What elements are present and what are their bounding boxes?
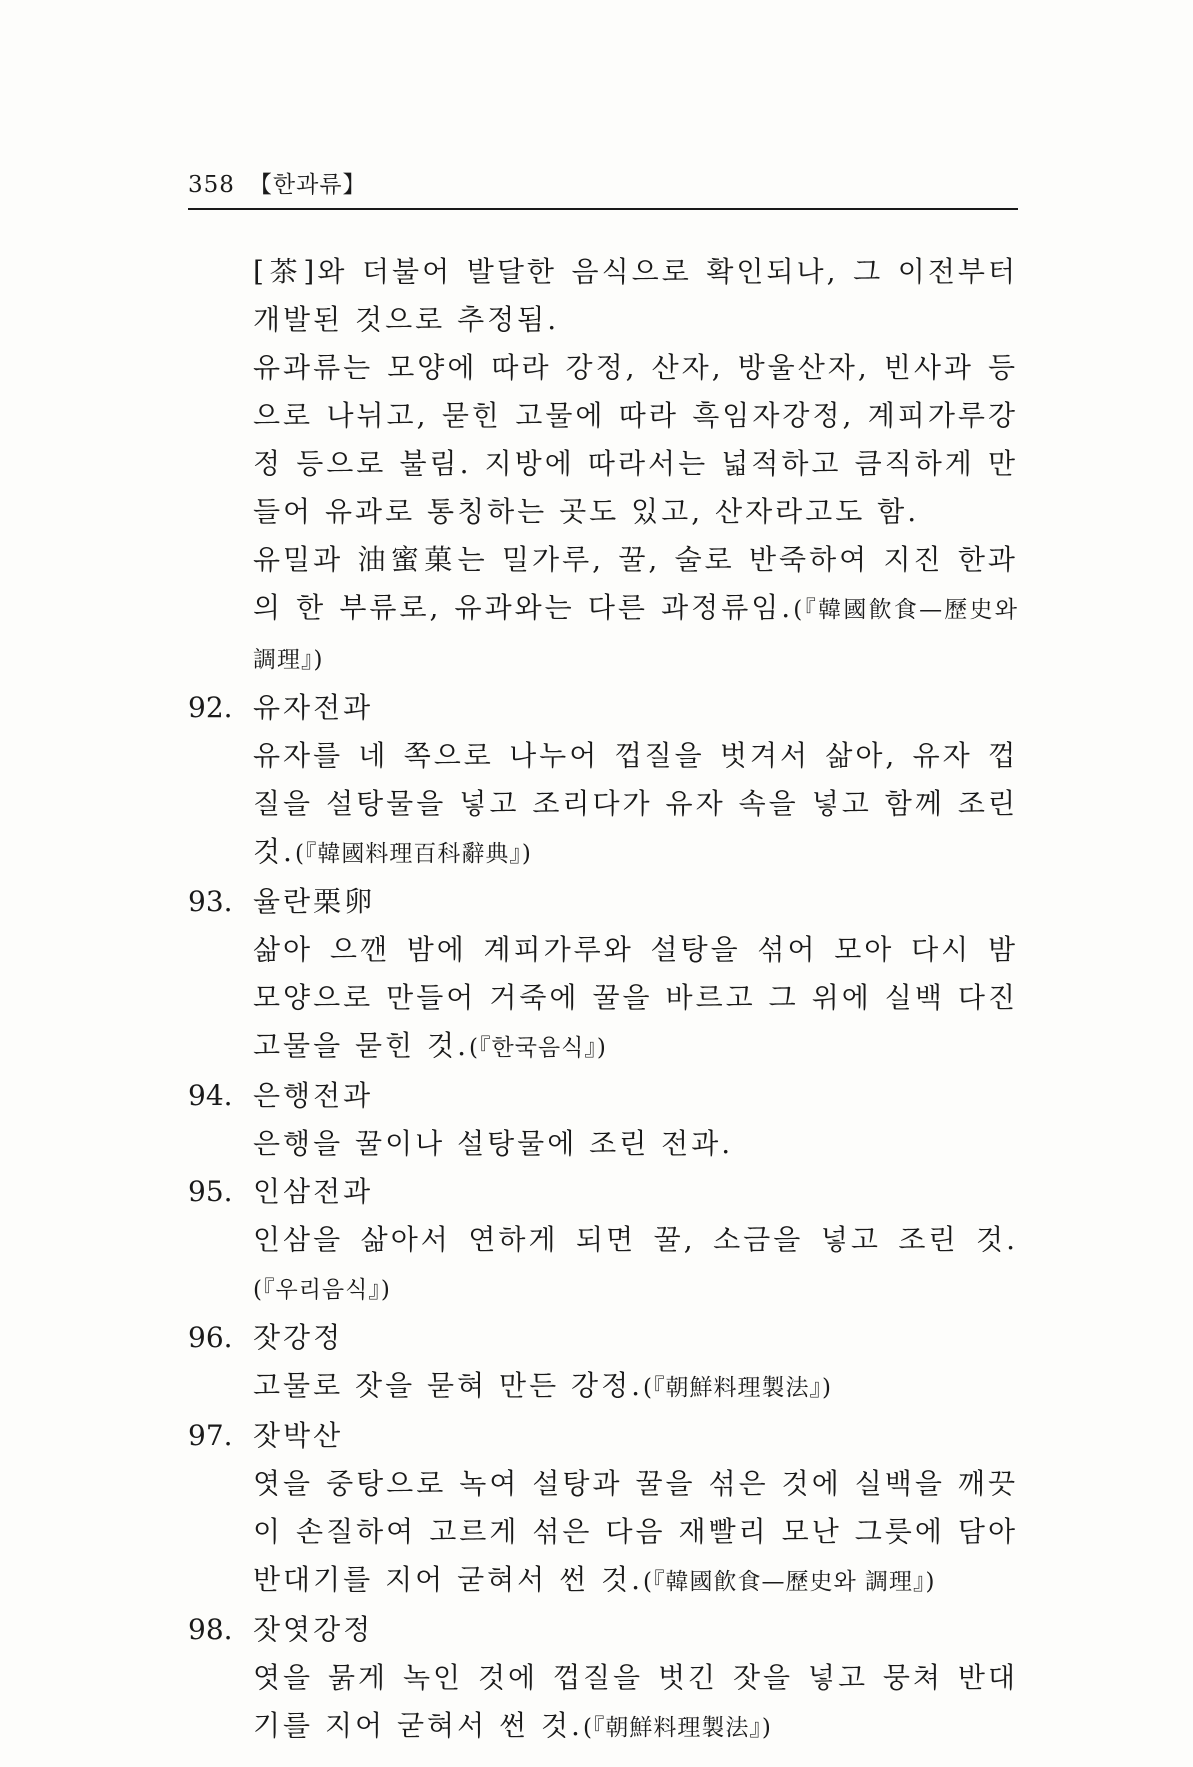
entry-description [253, 1460, 1018, 1606]
entry-96 [188, 1314, 1018, 1412]
entry-92 [188, 684, 1018, 878]
entry-number: 92. [188, 691, 233, 724]
entry-94 [188, 1072, 1018, 1168]
entry-93 [188, 878, 1018, 1072]
entry-text: 인삼을 삶아서 연하게 되면 꿀, 소금을 넣고 조린 것. [253, 1223, 1018, 1256]
page-number: 358 [188, 172, 235, 198]
entry-title: 유자전과 [253, 691, 374, 724]
entry-number: 98. [188, 1613, 233, 1646]
entry-text: 은행을 꿀이나 설탕물에 조린 전과. [253, 1127, 734, 1160]
entry-number: 95. [188, 1175, 233, 1208]
entry-description [253, 1362, 1018, 1412]
entry-number: 94. [188, 1079, 233, 1112]
entry-title: 율란栗卵 [253, 885, 376, 918]
section-title: 【한과류】 [248, 172, 367, 198]
intro-paragraph [253, 536, 1018, 684]
intro-paragraph [253, 344, 1018, 536]
entry-heading [188, 1168, 1018, 1216]
citation: (『韓國飮食—歷史와 調理』) [643, 1569, 936, 1595]
entry-heading [188, 1314, 1018, 1362]
entry-98 [188, 1606, 1018, 1752]
entry-text: 엿을 중탕으로 녹여 설탕과 꿀을 섞은 것에 실백을 깨끗이 손질하여 고르게 섞은 다음 재빨리 모난 그릇에 담아 반대기를 지어 굳혀서 썬 것. [253, 1467, 1018, 1596]
entry-heading [188, 878, 1018, 926]
entry-description [253, 1216, 1018, 1314]
citation: (『韓國飮食—歷史와 調理』) [253, 597, 1018, 673]
citation: (『朝鮮料理製法』) [582, 1715, 772, 1741]
entry-title: 잣엿강정 [253, 1613, 374, 1646]
entry-number: 93. [188, 885, 233, 918]
entry-text: 엿을 묽게 녹인 것에 껍질을 벗긴 잣을 넣고 뭉쳐 반대기를 지어 굳혀서 썬 것. [253, 1661, 1018, 1742]
entry-number: 96. [188, 1321, 233, 1354]
intro-paragraph [253, 248, 1018, 344]
entry-description [253, 732, 1018, 878]
entry-number: 97. [188, 1419, 233, 1452]
citation: (『朝鮮料理製法』) [643, 1375, 832, 1401]
paragraph-text: [茶]와 더불어 발달한 음식으로 확인되나, 그 이전부터 개발된 것으로 추정됨. [253, 255, 1018, 336]
entry-description [253, 926, 1018, 1072]
entry-title: 잣박산 [253, 1419, 344, 1452]
entry-text: 유자를 네 쪽으로 나누어 껍질을 벗겨서 삶아, 유자 껍질을 설탕물을 넣고 조리다가 유자 속을 넣고 함께 조린 것. [253, 739, 1018, 868]
paragraph-text: 유밀과 油蜜菓는 밀가루, 꿀, 술로 반죽하여 지진 한과의 한 부류로, 유과와는 다른 과정류임. [253, 543, 1018, 624]
entry-heading [188, 684, 1018, 732]
citation: (『한국음식』) [469, 1035, 607, 1061]
entry-text: 삶아 으깬 밤에 계피가루와 설탕을 섞어 모아 다시 밤 모양으로 만들어 거죽에 꿀을 바르고 그 위에 실백 다진 고물을 묻힌 것. [253, 933, 1018, 1062]
entry-description [253, 1120, 1018, 1168]
entry-text: 고물로 잣을 묻혀 만든 강정. [253, 1369, 644, 1402]
entry-heading [188, 1072, 1018, 1120]
entry-95 [188, 1168, 1018, 1314]
entry-title: 은행전과 [253, 1079, 374, 1112]
paragraph-text: 유과류는 모양에 따라 강정, 산자, 방울산자, 빈사과 등으로 나뉘고, 묻힌 고물에 따라 흑임자강정, 계피가루강정 등으로 불림. 지방에 따라서는 넓적하고 큼직하게 만들어 유과로 통칭하는 곳도 있고, 산자라고도 함. [253, 351, 1018, 528]
entry-title: 인삼전과 [253, 1175, 374, 1208]
citation: (『韓國料理百科辭典』) [294, 841, 532, 867]
citation: (『우리음식』) [253, 1277, 391, 1303]
page-content [188, 248, 1018, 1752]
page-header [188, 168, 1018, 210]
entry-description [253, 1654, 1018, 1752]
entry-heading [188, 1606, 1018, 1654]
entry-heading [188, 1412, 1018, 1460]
entry-title: 잣강정 [253, 1321, 344, 1354]
entry-97 [188, 1412, 1018, 1606]
